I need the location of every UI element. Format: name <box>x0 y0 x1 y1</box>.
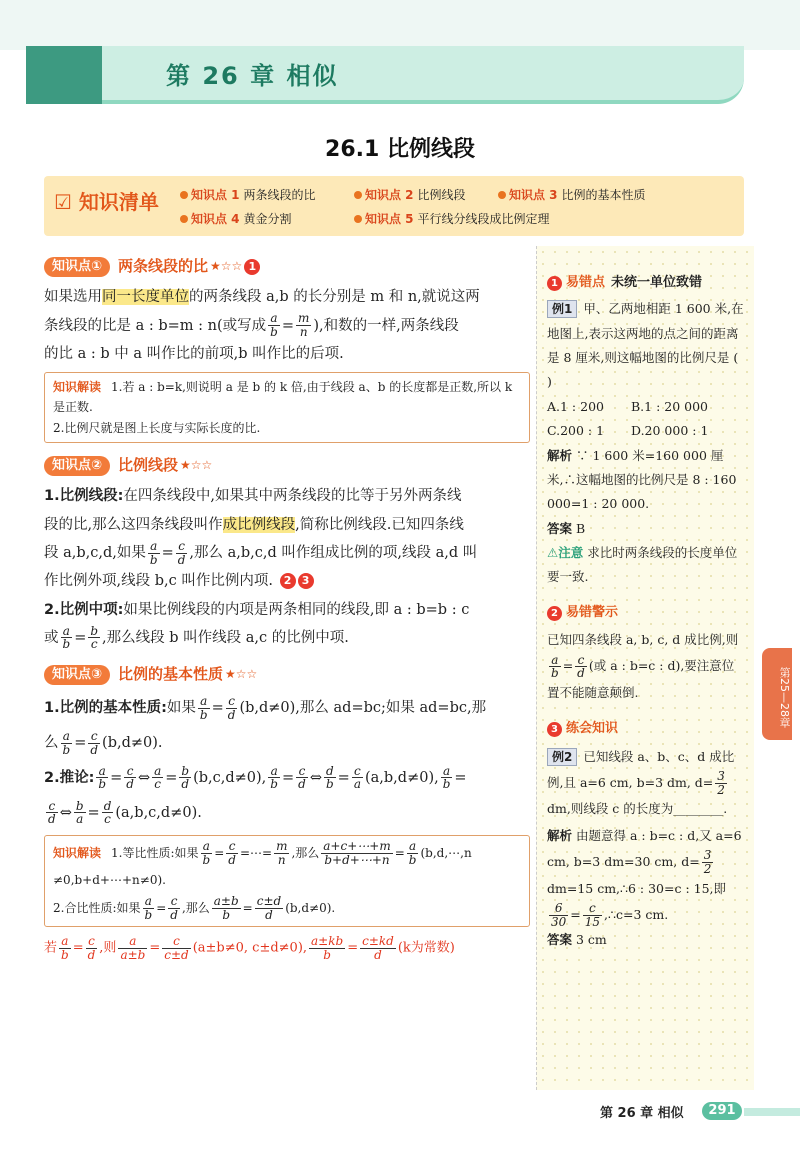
chapter-banner <box>26 46 744 104</box>
knowledge-list-label: ☑ 知识清单 <box>54 190 159 214</box>
kp1-tag: 知识点① <box>44 257 110 277</box>
side-section-1-heading: 1 易错点 未统一单位致错 <box>547 270 746 295</box>
kp2-paragraph: 1.比例线段:在四条线段中,如果其中两条线段的比等于另外两条线 段的比,那么这四条线段叫作成比例线段,简称比例线段.已知四条线 段 a,b,c,d,如果 $\frac{a}{b}$ = $\frac{c}{d}$ ,那么 a,b,c,d 叫作组成比例的项,线段 a,d 叫 作比例外项,线段 b,c 叫作比例内项. 2 3 2.比例中项:如果比例线段的内项是两条相同的线段,即 a : b=b : c 或 $\frac{a}{b}$ = $\frac{b}{c}$ ,那么线段 b 叫作线段 a,c 的比例中项. <box>44 488 478 652</box>
knowledge-point-3: 知识点 3 比例的基本性质 <box>498 186 646 203</box>
chapter-side-tab[interactable]: 第25—28章 <box>762 648 792 740</box>
difficulty-stars: ★☆☆ <box>210 258 243 273</box>
highlight-text: 成比例线段 <box>222 516 296 533</box>
note-title: 知识解读 <box>53 380 102 395</box>
difficulty-stars: ★☆☆ <box>180 458 213 473</box>
header-decoration <box>0 0 800 50</box>
knowledge-point-5: 知识点 5 平行线分线段成比例定理 <box>354 210 550 227</box>
kp3-tag: 知识点③ <box>44 665 110 685</box>
example-1: 例1 甲、乙两地相距 1 600 米,在地图上,表示这两地的点之间的距离是 8 厘米,则这幅地图的比例尺是 ( ) <box>547 301 744 390</box>
footer-chapter-text: 第 26 章 相似 <box>600 1106 684 1121</box>
example-1-tag: 例1 <box>547 300 577 318</box>
difficulty-stars: ★☆☆ <box>225 666 258 681</box>
attention-note: ⚠注意 求比时两条线段的长度单位要一致. <box>547 545 738 585</box>
badge-1: 1 <box>244 259 260 275</box>
note-title: 知识解读 <box>53 845 102 860</box>
analysis-2: 解析 由题意得 a : b=c : d,又 a=6 cm, b=3 dm=30 cm, d= $\frac{3}{2}$ dm=15 cm,∴6 : 30=c : 15,即 $\frac{6}{30}$ = $\frac{c}{15}$ ,∴c=3 cm. <box>547 827 742 929</box>
kp2-title: 比例线段 <box>118 456 179 475</box>
handwritten-note: 若 $\frac{a}{b}$ = $\frac{c}{d}$ ,则 $\frac{a}{a\pm b}$ = $\frac{c}{c\pm d}$ (a±b≠0, c±d≠0), $\frac{a\pm kb}{b}$ = $\frac{c\pm kd}{d}$ (k为常数) <box>44 934 455 962</box>
side-column <box>536 246 754 1090</box>
kp1-paragraph: 如果选用同一长度单位的两条线段 a,b 的长分别是 m 和 n,就说这两 条线段的比是 a : b=m : n(或写成 $\frac{a}{b}$ = $\frac{m}{n}$ ),和数的一样,两条线段 的比 a : b 中 a 叫作比的前项,b 叫作比的后项. <box>44 289 480 362</box>
options-row-1: A.1 : 200 B.1 : 20 000 <box>547 398 709 414</box>
side-section-2-heading: 2 易错警示 <box>547 600 746 625</box>
badge-2: 2 <box>280 573 296 589</box>
badge-3: 3 <box>298 573 314 589</box>
kp3-title: 比例的基本性质 <box>118 665 224 684</box>
knowledge-point-1: 知识点 1 两条线段的比 <box>180 186 316 203</box>
example-2: 例2 已知线段 a、b、c、d 成比例,且 a=6 cm, b=3 dm, d= $\frac{3}{2}$ dm,则线段 c 的长度为________. <box>547 748 735 817</box>
kp3-heading <box>44 660 530 689</box>
kp2-heading <box>44 451 530 480</box>
section-title: 26.1 比例线段 <box>325 137 475 162</box>
kp1-note-box: 知识解读 1.若 a : b=k,则说明 a 是 b 的 k 倍,由于线段 a、b 的长度都是正数,所以 k 是正数. 2.比例尺就是图上长度与实际长度的比. <box>44 372 530 443</box>
knowledge-point-2: 知识点 2 比例线段 <box>354 186 466 203</box>
kp1-heading <box>44 252 530 281</box>
kp1-title: 两条线段的比 <box>118 257 209 275</box>
kp3-note-box: 知识解读 1.等比性质:如果 $\frac{a}{b}$ = $\frac{c}{d}$ =⋯= $\frac{m}{n}$ ,那么 $\frac{a+c+\cdots+m}{b+d+\cdots+n}$ = $\frac{a}{b}$ (b,d,⋯,n ≠0,b+d+⋯+n≠0). 2.合比性质:如果 $\frac{a}{b}$ = $\frac{c}{d}$ ,那么 $\frac{a\pm b}{b}$ = $\frac{c\pm d}{d}$ (b,d≠0). <box>44 835 530 928</box>
analysis-1: 解析 ∵ 1 600 米=160 000 厘米,∴这幅地图的比例尺是 8 : 160 000=1 : 20 000. <box>547 447 737 512</box>
banner-spine <box>26 46 102 104</box>
chapter-title: 第 26 章 相似 <box>166 62 339 90</box>
main-column <box>44 246 530 961</box>
knowledge-point-4: 知识点 4 黄金分割 <box>180 210 292 227</box>
kp3-paragraph: 1.比例的基本性质:如果 $\frac{a}{b}$ = $\frac{c}{d}$ (b,d≠0),那么 ad=bc;如果 ad=bc,那 么 $\frac{a}{b}$ = $\frac{c}{d}$ (b,d≠0). 2.推论: $\frac{a}{b}$ = $\frac{c}{d}$ ⇔ $\frac{a}{c}$ = $\frac{b}{d}$ (b,c,d≠0), $\frac{a}{b}$ = $\frac{c}{d}$ ⇔ $\frac{d}{b}$ = $\frac{c}{a}$ (a,b,d≠0), $\frac{a}{b}$ = $\frac{c}{d}$ ⇔ $\frac{b}{a}$ = $\frac{d}{c}$ (a,b,c,d≠0). <box>44 694 487 827</box>
warning-text: 已知四条线段 a, b, c, d 成比例,则 $\frac{a}{b}$ = $\frac{c}{d}$ (或 a : b=c : d),要注意位置不能随意颠倒. <box>547 632 739 701</box>
highlight-text: 同一长度单位 <box>102 289 189 306</box>
check-icon: ☑ <box>54 190 72 214</box>
footer-strip <box>744 1108 800 1116</box>
answer-1: 答案 B <box>547 520 586 536</box>
attention-icon: ⚠ <box>547 545 559 561</box>
side-section-3-heading: 3 练会知识 <box>547 716 746 741</box>
kp2-tag: 知识点② <box>44 456 110 476</box>
page-number: 291 <box>702 1102 742 1120</box>
example-2-tag: 例2 <box>547 748 577 766</box>
options-row-2: C.200 : 1 D.20 000 : 1 <box>547 423 709 439</box>
answer-2: 答案 3 cm <box>547 932 607 948</box>
knowledge-list-box <box>44 176 744 236</box>
footer <box>540 1100 800 1122</box>
